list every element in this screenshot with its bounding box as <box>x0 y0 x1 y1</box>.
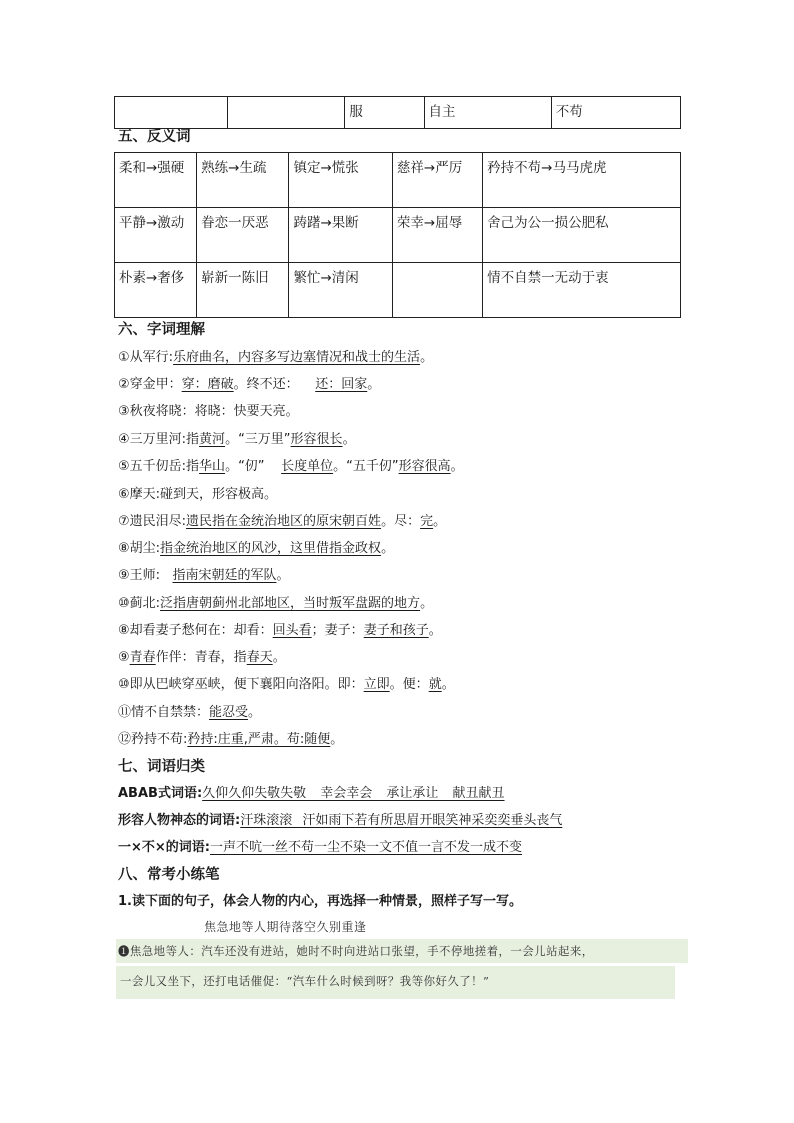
top-table <box>114 96 681 129</box>
list-item: ⑥摩天:碰到天，形容极高。 <box>118 487 278 502</box>
table-cell: 不苟 <box>551 97 680 129</box>
antonym-table <box>114 152 681 318</box>
list-item: ②穿金甲：穿：磨破。终不还： 还：回家。 <box>118 377 381 392</box>
table-cell: 矜持不苟→马马虎虎 <box>483 153 681 208</box>
list-item: ③秋夜将晓：将晓：快要天亮。 <box>118 404 299 419</box>
table-cell: 镇定→慌张 <box>289 153 392 208</box>
list-item: ①从军行:乐府曲名，内容多写边塞情况和战士的生活。 <box>118 350 434 365</box>
table-cell: 荣幸→屈辱 <box>392 208 482 263</box>
table-cell: 崭新一陈旧 <box>197 263 289 318</box>
list-item: ⑨青春作伴：青春，指春天。 <box>118 650 286 665</box>
table-cell: 朴素→奢侈 <box>115 263 197 318</box>
table-cell: 繁忙→清闲 <box>289 263 392 318</box>
table-cell: 平静→激动 <box>115 208 197 263</box>
sample-answer-line-2: 一会儿又坐下，还打电话催促：“汽车什么时候到呀？我等你好久了！” <box>120 974 490 988</box>
list-item: ⑨王师: 指南宋朝廷的军队。 <box>118 568 290 583</box>
section-7-title: 七、词语归类 <box>118 759 205 775</box>
list-item: 形容人物神态的词语:汗珠滚滚 汗如雨下若有所思眉开眼笑神采奕奕垂头丧气 <box>118 813 563 828</box>
table-cell: 柔和→强硬 <box>115 153 197 208</box>
table-cell: 舍己为公一损公肥私 <box>483 208 681 263</box>
list-item: 一×不×的词语:一声不吭一丝不苟一尘不染一文不值一言不发一成不变 <box>118 840 522 855</box>
table-cell: 自主 <box>424 97 551 129</box>
list-item: ⑧胡尘:指金统治地区的风沙，这里借指金政权。 <box>118 541 395 556</box>
list-item: ⑦遗民泪尽:遗民指在金统治地区的原宋朝百姓。尽：完。 <box>118 514 447 529</box>
list-item: ④三万里河:指黄河。“三万里”形容很长。 <box>118 432 356 447</box>
table-cell: 踌躇→果断 <box>289 208 392 263</box>
table-cell: 情不自禁一无动于衷 <box>483 263 681 318</box>
table-cell: 服 <box>345 97 424 129</box>
list-item: ABAB式词语:久仰久仰失敬失敬 幸会幸会 承让承让 献丑献丑 <box>118 786 505 801</box>
list-item: ⑤五千仞岳:指华山。“仞” 长度单位。“五千仞”形容很高。 <box>118 459 464 474</box>
section-5-title: 五、反义词 <box>118 129 191 145</box>
list-item: ⑪情不自禁禁：能忍受。 <box>118 705 262 720</box>
list-item: ⑩蓟北:泛指唐朝蓟州北部地区，当时叛军盘踞的地方。 <box>118 596 434 611</box>
table-cell: 慈祥→严厉 <box>392 153 482 208</box>
list-item: ⑫矜持不苟:矜持:庄重,严肃。苟:随便。 <box>118 732 344 747</box>
table-cell <box>392 263 482 318</box>
sample-answer-line-1: ❶焦急地等人：汽车还没有进站，她时不时向进站口张望，手不停地搓着，一会儿站起来， <box>118 944 594 958</box>
section-6-title: 六、字词理解 <box>118 322 205 338</box>
section-8-title: 八、常考小练笔 <box>118 867 220 883</box>
table-cell: 眷恋一厌恶 <box>197 208 289 263</box>
table-cell: 熟练→生疏 <box>197 153 289 208</box>
scenario-options: 焦急地等人期待落空久别重逢 <box>204 920 367 934</box>
table-cell <box>115 97 228 129</box>
list-item: ⑩即从巴峡穿巫峡，便下襄阳向洛阳。即：立即。便：就。 <box>118 677 455 692</box>
question-1: 1.读下面的句子，体会人物的内心，再选择一种情景，照样子写一写。 <box>118 894 522 909</box>
table-cell <box>228 97 345 129</box>
list-item: ⑧却看妻子愁何在：却看：回头看；妻子：妻子和孩子。 <box>118 623 442 638</box>
